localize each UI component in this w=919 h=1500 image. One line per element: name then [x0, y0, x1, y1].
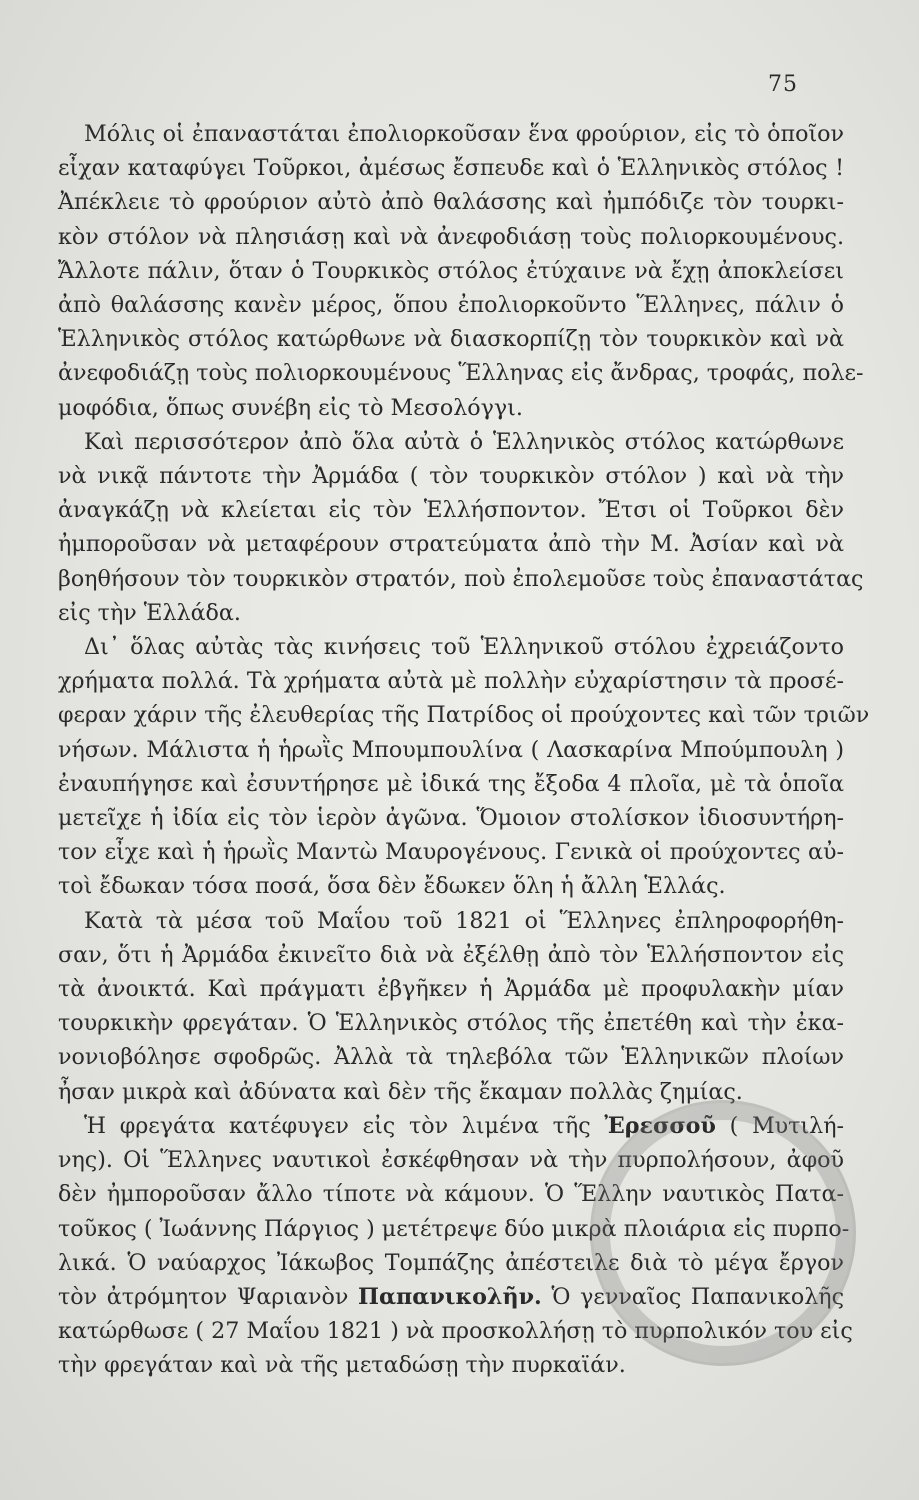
- text-line: [58, 1314, 853, 1348]
- text-line-part: ἀνεφοδιάζῃ τοὺς πολιορκουμένους Ἕλληνας εἰς ἄνδρας, τροφάς, πολε-: [58, 360, 864, 387]
- text-line-part: ἀπὸ θαλάσσης κανὲν μέρος, ὅπου ἐπολιορκοῦντο Ἕλληνες, πάλιν ὁ: [58, 292, 844, 319]
- text-line: [58, 1075, 844, 1109]
- text-line-part: ἐναυπήγησε καὶ ἐσυντήρησε μὲ ἰδικά της ἔξοδα 4 πλοῖα, μὲ τὰ ὁποῖα: [58, 770, 844, 797]
- text-line-part: εἰς τὴν Ἑλλάδα.: [58, 599, 241, 626]
- text-line: [58, 220, 844, 254]
- text-line-part: τὸν ἀτρόμητον Ψαριανὸν: [58, 1283, 349, 1310]
- text-line: [58, 1348, 844, 1382]
- text-line-part: νονιοβόλησε σφοδρῶς. Ἀλλὰ τὰ τηλεβόλα τῶν Ἑλληνικῶν πλοίων: [58, 1044, 844, 1071]
- text-line: [58, 527, 844, 561]
- text-line-part: Καὶ περισσότερον ἀπὸ ὅλα αὐτὰ ὁ Ἑλληνικὸς στόλος κατώρθωνε: [84, 428, 844, 455]
- text-line: [58, 767, 844, 801]
- text-line-part: δὲν ἠμποροῦσαν ἄλλο τίποτε νὰ κάμουν. Ὁ Ἕλλην ναυτικὸς Πατα-: [58, 1181, 844, 1208]
- text-line-part: ἀναγκάζῃ νὰ κλείεται εἰς τὸν Ἑλλήσποντον. Ἔτσι οἱ Τοῦρκοι δὲν: [58, 497, 844, 524]
- text-line: [58, 391, 844, 425]
- text-line-part: νήσων. Μάλιστα ἡ ἡρωῒς Μπουμπουλίνα ( Λασκαρίνα Μπούμπουλη ): [58, 736, 844, 763]
- text-line-part: νὰ νικᾷ πάντοτε τὴν Ἀρμάδα ( τὸν τουρκικὸν στόλον ) καὶ νὰ τὴν: [58, 463, 844, 490]
- text-line: [58, 288, 844, 322]
- text-line-part: τοῦκος ( Ἰωάννης Πάργιος ) μετέτρεψε δύο μικρὰ πλοιάρια εἰς πυρπο-: [58, 1215, 850, 1242]
- text-line-part: τοὶ ἔδωκαν τόσα ποσά, ὅσα δὲν ἔδωκεν ὅλη ἡ ἄλλη Ἑλλάς.: [58, 873, 726, 900]
- text-line: [58, 562, 864, 596]
- text-line-part: σαν, ὅτι ἡ Ἀρμάδα ἐκινεῖτο διὰ νὰ ἐξέλθῃ ἀπὸ τὸν Ἑλλήσποντον εἰς: [58, 941, 844, 968]
- text-line-part: ( Μυτιλή-: [715, 1112, 844, 1139]
- bold-name: Ἐρεσσοῦ: [604, 1112, 716, 1139]
- text-line-part: νης). Οἱ Ἕλληνες ναυτικοὶ ἐσκέφθησαν νὰ τὴν πυρπολήσουν, ἀφοῦ: [58, 1147, 844, 1174]
- text-line: [58, 1177, 844, 1211]
- text-line: [58, 425, 844, 459]
- text-line-part: εἶχαν καταφύγει Τοῦρκοι, ἀμέσως ἔσπευδε καὶ ὁ Ἑλληνικὸς στόλος !: [58, 155, 844, 182]
- text-line: [58, 151, 844, 185]
- text-line-part: βοηθήσουν τὸν τουρκικὸν στρατόν, ποὺ ἐπολεμοῦσε τοὺς ἐπαναστάτας: [58, 565, 864, 592]
- text-line: [58, 938, 844, 972]
- text-line: [58, 1143, 844, 1177]
- text-line: [58, 904, 844, 938]
- text-line: [58, 1006, 844, 1040]
- text-line-part: κὸν στόλον νὰ πλησιάσῃ καὶ νὰ ἀνεφοδιάσῃ τοὺς πολιορκουμένους.: [58, 223, 844, 250]
- text-line: [58, 835, 844, 869]
- text-line: [58, 254, 844, 288]
- text-line-part: Κατὰ τὰ μέσα τοῦ Μαΐου τοῦ 1821 οἱ Ἕλληνες ἐπληροφορήθη-: [84, 907, 844, 934]
- text-line: [58, 630, 844, 664]
- text-line-part: τον εἶχε καὶ ἡ ἡρωῒς Μαντὼ Μαυρογένους. Γενικὰ οἱ προύχοντες αὐ-: [58, 839, 844, 866]
- text-line: [58, 596, 844, 630]
- text-line: [58, 801, 844, 835]
- text-line: [58, 356, 864, 390]
- text-line-part: Ἀπέκλειε τὸ φρούριον αὐτὸ ἀπὸ θαλάσσης καὶ ἠμπόδιζε τὸν τουρκι-: [58, 189, 844, 216]
- text-line-part: τουρκικὴν φρεγάταν. Ὁ Ἑλληνικὸς στόλος τῆς ἐπετέθη καὶ τὴν ἐκα-: [58, 1010, 844, 1037]
- text-line-part: Μόλις οἱ ἐπαναστάται ἐπολιορκοῦσαν ἕνα φρούριον, εἰς τὸ ὁποῖον: [84, 121, 844, 147]
- bold-name: Παπανικολῆν.: [358, 1283, 542, 1310]
- text-line: [58, 322, 844, 356]
- text-line: [58, 698, 870, 732]
- text-line-part: μοφόδια, ὅπως συνέβη εἰς τὸ Μεσολόγγι.: [58, 394, 523, 421]
- text-line: [58, 1109, 844, 1143]
- text-line-part: Ἑλληνικὸς στόλος κατώρθωνε νὰ διασκορπίζῃ τὸν τουρκικὸν καὶ νὰ: [58, 326, 844, 353]
- text-line: [58, 733, 844, 767]
- text-line-part: Ὁ γενναῖος Παπανικολῆς: [541, 1283, 844, 1310]
- text-line-part: Δι᾽ ὅλας αὐτὰς τὰς κινήσεις τοῦ Ἑλληνικοῦ στόλου ἐχρειάζοντο: [84, 634, 844, 661]
- text-line-part: χρήματα πολλά. Τὰ χρήματα αὐτὰ μὲ πολλὴν εὐχαρίστησιν τὰ προσέ-: [58, 668, 844, 695]
- text-line-part: ἦσαν μικρὰ καὶ ἀδύνατα καὶ δὲν τῆς ἔκαμαν πολλὰς ζημίας.: [58, 1078, 743, 1105]
- text-line-part: κατώρθωσε ( 27 Μαΐου 1821 ) νὰ προσκολλήσῃ τὸ πυρπολικόν του εἰς: [58, 1318, 853, 1345]
- text-line-part: τὴν φρεγάταν καὶ νὰ τῆς μεταδώσῃ τὴν πυρκαϊάν.: [58, 1352, 626, 1379]
- text-line-part: φεραν χάριν τῆς ἐλευθερίας τῆς Πατρίδος οἱ προύχοντες καὶ τῶν τριῶν: [58, 702, 870, 729]
- text-line: [58, 117, 844, 151]
- text-line: [58, 1246, 844, 1280]
- text-line: [58, 1212, 850, 1246]
- text-line-part: Ἄλλοτε πάλιν, ὅταν ὁ Τουρκικὸς στόλος ἐτύχαινε νὰ ἔχῃ ἀποκλείσει: [58, 257, 844, 284]
- text-line-part: ἠμποροῦσαν νὰ μεταφέρουν στρατεύματα ἀπὸ τὴν Μ. Ἀσίαν καὶ νὰ: [58, 531, 844, 558]
- body-text: [58, 117, 870, 1383]
- text-line-part: λικά. Ὁ ναύαρχος Ἰάκωβος Τομπάζης ἀπέστειλε διὰ τὸ μέγα ἔργον: [58, 1249, 844, 1276]
- text-line-part: τὰ ἀνοικτά. Καὶ πράγματι ἐβγῆκεν ἡ Ἀρμάδα μὲ προφυλακὴν μίαν: [58, 976, 844, 1003]
- text-line: [58, 664, 844, 698]
- page-number: 75: [768, 72, 798, 97]
- text-line: [58, 1040, 844, 1074]
- text-line-part: Ἡ φρεγάτα κατέφυγεν εἰς τὸν λιμένα τῆς: [84, 1112, 591, 1139]
- text-line: [58, 869, 844, 903]
- text-line: [58, 459, 844, 493]
- text-line: [58, 185, 844, 219]
- text-line-part: μετεῖχε ἡ ἰδία εἰς τὸν ἱερὸν ἀγῶνα. Ὅμοιον στολίσκον ἰδιοσυντήρη-: [58, 805, 844, 832]
- text-line: [58, 1280, 844, 1314]
- text-line: [58, 493, 844, 527]
- text-line: [58, 972, 844, 1006]
